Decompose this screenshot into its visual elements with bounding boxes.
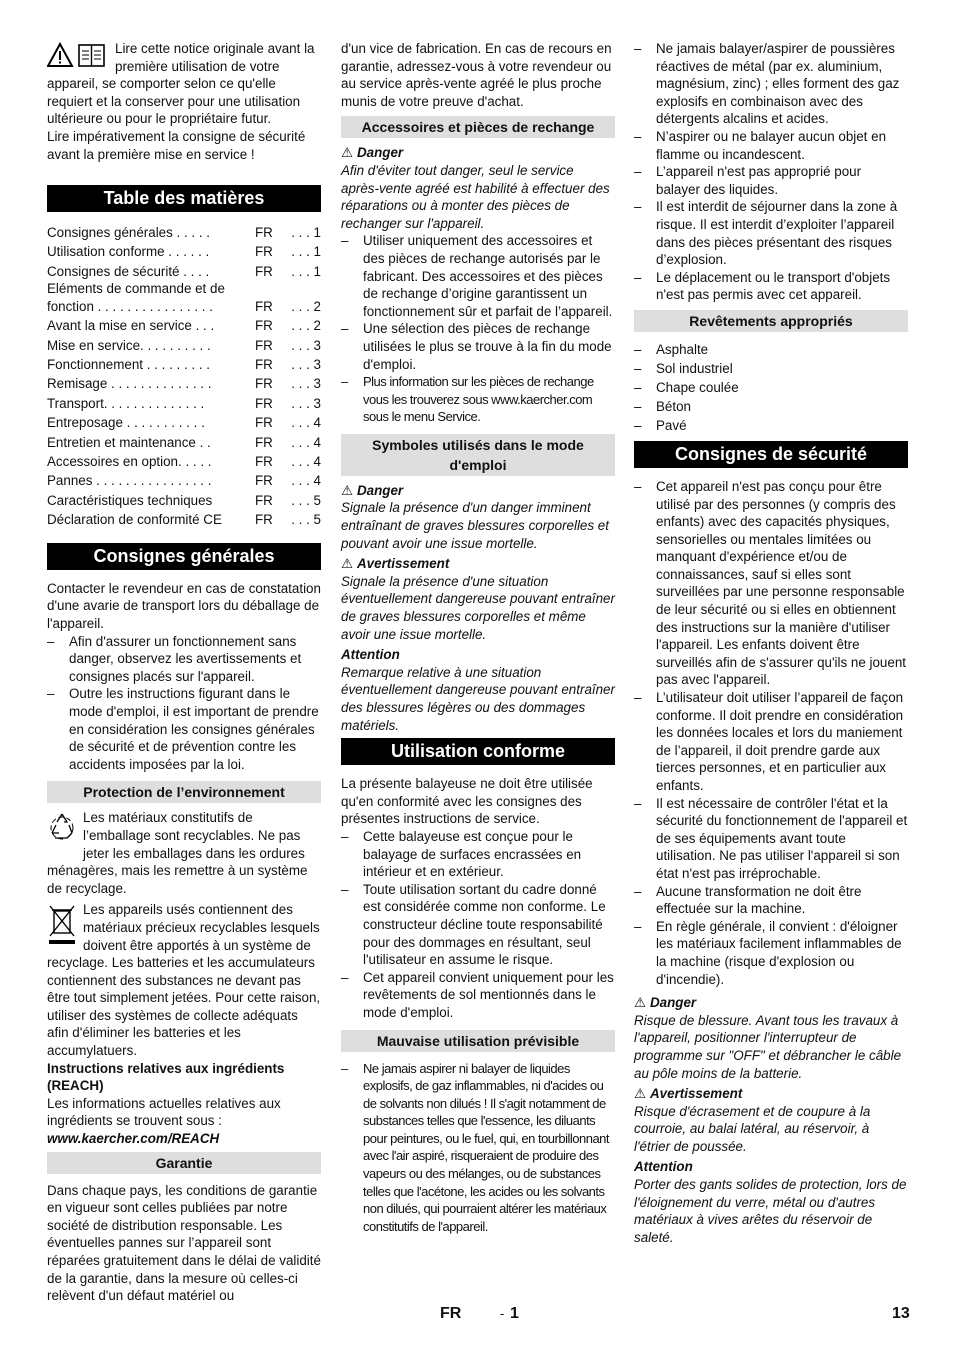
toc-label: Pannes . . . . . . . . . . . . . . . . (47, 473, 212, 489)
accessories-heading: Accessoires et pièces de rechange (341, 116, 615, 138)
footer-lang: FR (440, 1305, 462, 1322)
toc-page: . . . 4 (291, 473, 321, 489)
toc-page: . . . 3 (291, 337, 321, 353)
surfaces-heading: Revêtements appropriés (634, 310, 908, 332)
intended-use-item-1: – Cette balayeuse est conçue pour le balayage de surfaces encrassées en intérieur et en extérieur. (341, 828, 615, 881)
column-2 (341, 40, 615, 1235)
toc-row[interactable] (47, 509, 321, 528)
safety-item-4: – Aucune transformation ne doit être effectuée sur la machine. (634, 883, 908, 918)
safety-item-5: – En règle générale, il convient : d'éloigner les matériaux facilement inflammables de la machine (risque d'explosion ou d'incendie). (634, 918, 908, 988)
toc-lang: FR (255, 415, 273, 431)
toc-row[interactable] (47, 412, 321, 431)
symbol-danger-title: ⚠ Danger (341, 482, 404, 498)
toc-page: . . . 3 (291, 376, 321, 392)
toc-label: Avant la mise en service . . . (47, 318, 215, 334)
accessories-item-1: – Utiliser uniquement des accessoires et des pièces de rechange autorisés par le fabricant. Des accessoires et des pièces de rechange d’origine garantissent un fonctionnement sûr et parfait de l’appareil. (341, 232, 615, 320)
intended-use-heading: Utilisation conforme (341, 738, 615, 765)
warranty-heading: Garantie (47, 1152, 321, 1174)
accessories-item-3: – Plus information sur les pièces de rechange vous les trouverez sous www.kaercher.com sous le menu Service. (341, 373, 615, 426)
safety-caution-title: Attention (634, 1159, 693, 1175)
toc-table (47, 222, 321, 529)
toc-lang: FR (255, 454, 273, 470)
warning-icon: ⚠ (341, 482, 354, 498)
page-number: 13 (892, 1305, 910, 1322)
toc-row[interactable] (47, 242, 321, 261)
intended-use-item-3: – Cet appareil convient uniquement pour les revêtements de sol mentionnés dans le mode d'emploi. (341, 969, 615, 1022)
toc-page: . . . 4 (291, 434, 321, 450)
weee-block (47, 901, 321, 1059)
toc-row[interactable] (47, 374, 321, 393)
intro-block (47, 40, 321, 128)
safety-heading: Consignes de sécurité (634, 441, 908, 468)
toc-lang: FR (255, 512, 273, 528)
toc-label: Consignes générales . . . . . (47, 224, 211, 240)
general-text: Contacter le revendeur en cas de constatation d'une avarie de transport lors du déballage de l'appareil. (47, 580, 321, 631)
toc-label: Utilisation conforme . . . . . . (47, 244, 210, 260)
toc-page: . . . 1 (291, 224, 321, 240)
safety-danger-title: ⚠ Danger (634, 995, 697, 1011)
toc-page: . . . 3 (291, 395, 321, 411)
toc-label: Entretien et maintenance . . (47, 434, 211, 450)
danger-text: Afin d'éviter tout danger, seul le service après-vente agréé est habilité à effectuer des réparations ou à monter des pièces de rechanger sur l'appareil. (341, 162, 610, 231)
misuse-item-6: – Le déplacement ou le transport d'objets n'est pas permis avec cet appareil. (634, 269, 908, 304)
symbol-caution-text: Remarque relative à une situation éventuellement dangereuse pouvant entraîner des blessures légères ou des dommages matériels. (341, 664, 615, 733)
toc-row[interactable] (47, 261, 321, 280)
symbol-caution-title: Attention (341, 647, 400, 663)
toc-lang: FR (255, 492, 273, 508)
toc-page: . . . 4 (291, 415, 321, 431)
toc-page: . . . 5 (291, 512, 321, 528)
surface-item: – Pavé (634, 416, 908, 435)
toc-label: Fonctionnement . . . . . . . . . (47, 357, 210, 373)
crossed-bin-icon (47, 903, 77, 950)
toc-label: Remisage . . . . . . . . . . . . . . (47, 376, 212, 392)
toc-lang: FR (255, 298, 273, 314)
environment-text-1: Les matériaux constitutifs de l’emballage sont recyclables. Ne pas jeter les emballages dans les ordures ménagères, mais les remettre à un système de recyclage. (47, 810, 308, 896)
surface-item: – Sol industriel (634, 359, 908, 378)
general-item-2: – Outre les instructions figurant dans le mode d'emploi, il est important de prendre en considération les consignes générales de sécurité et de prévention contre les accidents imposées par la loi. (47, 685, 321, 773)
toc-lang: FR (255, 337, 273, 353)
toc-heading: Table des matières (47, 185, 321, 212)
safety-item-2: – L’utilisateur doit utiliser l’appareil de façon conforme. Il doit prendre en considération les données locales et lors du maniement de l’appareil, il doit prendre garde aux tierces personnes, et en particulier aux enfants. (634, 689, 908, 795)
toc-page: . . . 2 (291, 298, 321, 314)
toc-page: . . . 5 (291, 492, 321, 508)
column-3 (634, 40, 908, 1246)
toc-label: Déclaration de conformité CE (47, 512, 222, 528)
toc-lang: FR (255, 434, 273, 450)
recycle-block (47, 809, 321, 897)
surface-item: – Béton (634, 397, 908, 416)
toc-page: . . . 3 (291, 357, 321, 373)
toc-row[interactable] (47, 432, 321, 451)
toc-label: Mise en service. . . . . . . . . . (47, 337, 211, 353)
misuse-item-5: – Il est interdit de séjourner dans la zone à risque. Il est interdit d’exploiter l’appareil dans des pièces présentant des risques d’explosion. (634, 198, 908, 268)
toc-page: . . . 4 (291, 454, 321, 470)
surfaces-list (634, 340, 908, 435)
safety-danger-text: Risque de blessure. Avant tous les travaux à l'appareil, positionner l'interrupteur de programme sur "OFF" et débrancher le câble au pôle moins de la batterie. (634, 1012, 902, 1081)
misuse-item-3: – N’aspirer ou ne balayer aucun objet en flamme ou incandescent. (634, 128, 908, 163)
warning-icon: ⚠ (634, 1086, 647, 1102)
misuse-heading: Mauvaise utilisation prévisible (341, 1030, 615, 1052)
warning-icon: ⚠ (634, 995, 647, 1011)
warranty-text: Dans chaque pays, les conditions de garantie en vigueur sont celles publiées par notre société de distribution responsable. Les éventuelles pannes sur l’appareil sont réparées gratuitement dans le délai de validité de la garantie, dans la mesure où celles-ci relèvent d'un défaut matériel ou (47, 1182, 321, 1304)
reach-link[interactable]: www.kaercher.com/REACH (47, 1131, 220, 1147)
toc-page: . . . 1 (291, 244, 321, 260)
footer-section-number: 1 (510, 1305, 519, 1322)
symbol-warning-text: Signale la présence d'une situation éventuellement dangereuse pouvant entraîner de graves blessures corporelles et même avoir une issue mortelle. (341, 573, 615, 642)
symbols-heading: Symboles utilisés dans le mode d'emploi (341, 434, 615, 476)
toc-row[interactable] (47, 393, 321, 412)
toc-label: Accessoires en option. . . . . (47, 454, 212, 470)
toc-lang: FR (255, 357, 273, 373)
toc-row[interactable] (47, 316, 321, 335)
intro-text: Lire cette notice originale avant la première utilisation de votre appareil, se comporter selon ce qu'elle requiert et la conserver pour une utilisation ultérieure ou pour le propriétaire futur. (47, 41, 315, 127)
warning-icon: ⚠ (341, 145, 354, 161)
toc-lang: FR (255, 244, 273, 260)
symbol-danger-text: Signale la présence d'un danger imminent entraînant de graves blessures corporelles et pouvant avoir une issue mortelle. (341, 500, 609, 551)
general-item-1: – Afin d'assurer un fonctionnement sans danger, observez les avertissements et consignes placés sur l'appareil. (47, 633, 321, 686)
misuse-item-2: – Ne jamais balayer/aspirer de poussières réactives de métal (par ex. aluminium, magnésium, zinc) ; elles forment des gaz explosifs en combinaison avec des détergents alcalins et acides. (634, 40, 908, 128)
toc-label: Eléments de commande et de fonction . . . . . . . . . . . . . . . . (47, 281, 225, 314)
toc-row[interactable] (47, 471, 321, 490)
warning-icon: ⚠ (341, 556, 354, 572)
safety-item-3: – Il est nécessaire de contrôler l'état et la sécurité du fonctionnement de l'appareil et de ses équipements avant toute utilisation. Ne pas utiliser l'appareil si son état n'est pas irréprochable. (634, 795, 908, 883)
danger-title: ⚠ Danger (341, 145, 404, 161)
toc-row[interactable] (47, 280, 321, 315)
toc-lang: FR (255, 263, 273, 279)
environment-heading: Protection de l’environnement (47, 781, 321, 803)
toc-row[interactable] (47, 335, 321, 354)
safety-warning-title: ⚠ Avertissement (634, 1086, 743, 1102)
misuse-item-1: – Ne jamais aspirer ni balayer de liquides explosifs, de gaz inflammables, ni d'acides ou de solvants non dilués ! Il s'agit notamment de substances telles que l'essence, les diluants pour peintures, ou le fuel, qui, en tourbillonnant avec l'air aspiré, risqueraient de produire des vapeurs ou des mélanges, ou de substances telles que l'acétone, les acides ou les solvants non dilués, qui pourraient altérer les matériaux constitutifs de l'appareil. (341, 1060, 615, 1236)
intended-use-text: La présente balayeuse ne doit être utilisée qu'en conformité avec les consignes des présentes instructions de service. (341, 776, 593, 827)
toc-page: . . . 2 (291, 318, 321, 334)
toc-row[interactable] (47, 490, 321, 509)
safety-warning-text: Risque d'écrasement et de coupure à la courroie, au balai latéral, au réservoir, à l'étrier de poussée. (634, 1103, 871, 1154)
symbol-warning-title: ⚠ Avertissement (341, 556, 450, 572)
intro-text-2: Lire impérativement la consigne de sécurité avant la première mise en service ! (47, 128, 306, 162)
reach-text: Les informations actuelles relatives aux ingrédients se trouvent sous : (47, 1095, 281, 1129)
toc-lang: FR (255, 473, 273, 489)
toc-lang: FR (255, 224, 273, 240)
warranty-text-cont: d'un vice de fabrication. En cas de recours en garantie, adressez-vous à votre revendeur ou au service après-vente agréé le plus proche munis de votre preuve d'achat. (341, 41, 612, 109)
toc-label: Entreposage . . . . . . . . . . . (47, 415, 205, 431)
toc-label: Consignes de sécurité . . . . (47, 263, 210, 279)
accessories-item-2: – Une sélection des pièces de rechange utilisées le plus se trouve à la fin du mode d'emploi. (341, 320, 615, 373)
surface-item: – Asphalte (634, 340, 908, 359)
environment-text-2: Les appareils usés contiennent des matériaux précieux recyclables lesquels doivent être apportés à un système de recyclage. Les batteries et les accumulateurs contiennent des substances ne devant pas être tout simplement jetées. Pour cette raison, utiliser des systèmes de collecte adéquats afin d'éliminer les batteries et les accumylatuers. (47, 902, 321, 1059)
toc-page: . . . 1 (291, 263, 321, 279)
toc-row[interactable] (47, 451, 321, 470)
toc-lang: FR (255, 376, 273, 392)
toc-row[interactable] (47, 354, 321, 373)
recycle-icon (47, 811, 77, 846)
reach-heading: Instructions relatives aux ingrédients (REACH) (47, 1060, 285, 1094)
toc-lang: FR (255, 395, 273, 411)
column-1 (47, 40, 321, 1305)
toc-label: Caractéristiques techniques (47, 492, 213, 508)
toc-label: Transport. . . . . . . . . . . . . . (47, 395, 205, 411)
toc-row[interactable] (47, 222, 321, 241)
surface-item: – Chape coulée (634, 378, 908, 397)
general-heading: Consignes générales (47, 543, 321, 570)
warning-book-icon (47, 42, 109, 73)
intended-use-item-2: – Toute utilisation sortant du cadre donné est considérée comme non conforme. Le constructeur décline toute responsabilité pour des dommages en résultant, seul l'utilisateur en assume le risque. (341, 881, 615, 969)
safety-caution-text: Porter des gants solides de protection, lors de l'éloignement du verre, métal ou d'autres matériaux à vives arêtes du réservoir de saleté. (634, 1177, 907, 1245)
misuse-item-4: – L’appareil n'est pas approprié pour balayer des liquides. (634, 163, 908, 198)
footer-separator: - (500, 1306, 505, 1321)
toc-lang: FR (255, 318, 273, 334)
safety-item-1: – Cet appareil n'est pas conçu pour être utilisé par des personnes (y compris des enfants) avec des capacités physiques, sensorielles ou mentales limitées ou manquant d'expérience et/ou de connaissances, sauf si elles sont surveillées par une personne responsable de leur sécurité ou si elles en obtiennent des instructions sur la manière d'utiliser l'appareil. Les enfants doivent être surveillés afin de s'assurer qu'ils ne jouent pas avec l'appareil. (634, 478, 908, 689)
